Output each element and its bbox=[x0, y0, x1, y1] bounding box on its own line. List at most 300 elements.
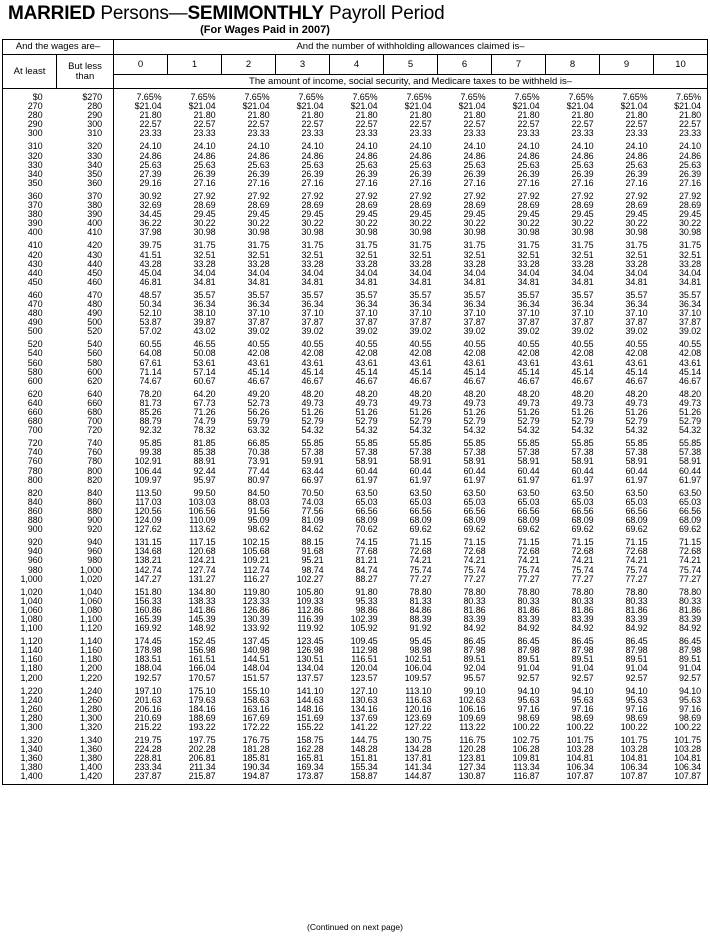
withholding-amount: 22.57 bbox=[517, 119, 540, 130]
withholding-amount: 144.51 bbox=[242, 654, 270, 665]
withholding-amount: 158.87 bbox=[350, 771, 378, 782]
withholding-amount: 95.09 bbox=[247, 515, 270, 526]
withholding-amount: 117.15 bbox=[189, 537, 216, 548]
withholding-amount: 63.50 bbox=[409, 487, 432, 498]
withholding-amount: 25.63 bbox=[517, 159, 540, 170]
withholding-amount: 97.16 bbox=[679, 703, 702, 714]
withholding-amount: 106.16 bbox=[458, 703, 486, 714]
withholding-amount: 24.86 bbox=[193, 150, 216, 161]
withholding-amount: 25.63 bbox=[463, 159, 486, 170]
wage-but-less-than: 1,340 bbox=[57, 736, 114, 745]
wage-but-less-than: 470 bbox=[57, 291, 114, 300]
withholding-amount: 29.45 bbox=[517, 209, 540, 220]
wage-but-less-than: 1,140 bbox=[57, 637, 114, 646]
withholding-amount: 30.98 bbox=[625, 227, 648, 238]
withholding-amount: 22.57 bbox=[301, 119, 324, 130]
withholding-amount: 72.68 bbox=[679, 546, 702, 557]
withholding-amount: 126.98 bbox=[296, 645, 324, 656]
withholding-amount: 29.45 bbox=[409, 209, 432, 220]
withholding-amount: 67.73 bbox=[193, 397, 216, 408]
wage-but-less-than: 480 bbox=[57, 300, 114, 309]
withholding-amount: 197.75 bbox=[188, 735, 216, 746]
wage-at-least: 1,000 bbox=[20, 573, 43, 584]
withholding-amount: 101.75 bbox=[674, 735, 702, 746]
withholding-amount: 21.80 bbox=[247, 110, 270, 121]
wage-at-least: 330 bbox=[27, 159, 43, 170]
withholding-amount: 37.87 bbox=[679, 317, 702, 328]
withholding-amount: 30.98 bbox=[463, 227, 486, 238]
wage-but-less-than: 1,300 bbox=[57, 714, 114, 723]
withholding-amount: 58.91 bbox=[679, 456, 702, 467]
wage-but-less-than: 1,160 bbox=[57, 646, 114, 655]
withholding-amount: 68.09 bbox=[679, 515, 702, 526]
withholding-amount: 89.51 bbox=[679, 654, 702, 665]
withholding-amount: 37.10 bbox=[679, 308, 702, 319]
wage-at-least: 390 bbox=[27, 218, 43, 229]
withholding-amount: 77.27 bbox=[517, 573, 540, 584]
withholding-amount: 30.98 bbox=[355, 227, 378, 238]
table-row bbox=[3, 327, 708, 336]
withholding-amount: 91.92 bbox=[409, 623, 432, 634]
withholding-amount: 32.51 bbox=[517, 249, 540, 260]
withholding-amount: 123.81 bbox=[458, 753, 486, 764]
withholding-amount: 27.92 bbox=[679, 190, 702, 201]
withholding-amount: 78.80 bbox=[571, 586, 594, 597]
withholding-amount: 24.10 bbox=[139, 141, 162, 152]
withholding-amount: 57.38 bbox=[571, 447, 594, 458]
withholding-amount: 151.57 bbox=[242, 672, 270, 683]
wage-at-least: 700 bbox=[27, 425, 43, 436]
withholding-amount: 24.10 bbox=[193, 141, 216, 152]
withholding-amount: 130.87 bbox=[458, 771, 486, 782]
withholding-amount: 84.62 bbox=[301, 524, 324, 535]
withholding-amount: 35.57 bbox=[463, 289, 486, 300]
withholding-amount: 27.16 bbox=[625, 177, 648, 188]
withholding-amount: 77.44 bbox=[247, 465, 270, 476]
withholding-amount: 81.73 bbox=[139, 397, 162, 408]
withholding-amount: 34.04 bbox=[409, 267, 432, 278]
withholding-amount: 58.91 bbox=[625, 456, 648, 467]
withholding-amount: 28.69 bbox=[409, 200, 432, 211]
withholding-amount: 34.81 bbox=[355, 276, 378, 287]
withholding-amount: 46.67 bbox=[355, 375, 378, 386]
withholding-amount: 60.44 bbox=[517, 465, 540, 476]
withholding-amount: 99.38 bbox=[139, 447, 162, 458]
wage-at-least: 430 bbox=[27, 258, 43, 269]
wage-at-least: 1,300 bbox=[20, 722, 43, 732]
withholding-amount: 78.32 bbox=[193, 425, 216, 436]
withholding-amount: 26.39 bbox=[517, 168, 540, 179]
withholding-amount: 57.38 bbox=[679, 447, 702, 458]
withholding-amount: 37.98 bbox=[139, 227, 162, 238]
withholding-amount: 26.39 bbox=[571, 168, 594, 179]
withholding-amount: 36.34 bbox=[247, 298, 270, 309]
withholding-amount: 78.80 bbox=[517, 586, 540, 597]
withholding-amount: 60.44 bbox=[355, 465, 378, 476]
withholding-amount: 43.61 bbox=[571, 357, 594, 368]
wage-at-least: 820 bbox=[27, 487, 43, 498]
withholding-amount: 148.92 bbox=[188, 623, 216, 634]
withholding-amount: 134.28 bbox=[404, 744, 432, 755]
wage-but-less-than: 440 bbox=[57, 260, 114, 269]
wage-but-less-than: 800 bbox=[57, 467, 114, 476]
withholding-amount: 103.03 bbox=[188, 496, 216, 507]
withholding-amount: 97.16 bbox=[571, 703, 594, 714]
withholding-amount: 55.85 bbox=[517, 438, 540, 449]
withholding-amount: 117.03 bbox=[135, 496, 162, 507]
withholding-amount: 21.80 bbox=[193, 110, 216, 121]
withholding-amount: 66.97 bbox=[301, 474, 324, 485]
withholding-amount: 72.68 bbox=[409, 546, 432, 557]
withholding-amount: 126.86 bbox=[242, 604, 270, 615]
withholding-amount: 75.74 bbox=[463, 564, 486, 575]
withholding-amount: 49.20 bbox=[247, 388, 270, 399]
withholding-amount: 39.87 bbox=[193, 317, 216, 328]
at-least-header: At least bbox=[3, 55, 57, 89]
withholding-amount: 30.22 bbox=[463, 218, 486, 229]
withholding-amount: $21.04 bbox=[134, 101, 162, 112]
withholding-amount: 29.45 bbox=[301, 209, 324, 220]
withholding-amount: 116.27 bbox=[243, 573, 270, 584]
withholding-amount: 88.39 bbox=[409, 613, 432, 624]
withholding-amount: 78.80 bbox=[409, 586, 432, 597]
withholding-amount: 61.97 bbox=[571, 474, 594, 485]
withholding-amount: 72.68 bbox=[625, 546, 648, 557]
withholding-amount: 113.50 bbox=[135, 487, 162, 498]
withholding-amount: 71.15 bbox=[679, 537, 702, 548]
amount-withheld-header: The amount of income, social security, and Medicare taxes to be withheld is– bbox=[114, 75, 708, 89]
withholding-amount: 49.73 bbox=[409, 397, 432, 408]
withholding-amount: 80.33 bbox=[463, 595, 486, 606]
continued-note: (Continued on next page) bbox=[307, 922, 403, 932]
withholding-amount: 98.74 bbox=[301, 564, 324, 575]
withholding-amount: 91.04 bbox=[517, 663, 540, 674]
withholding-amount: 37.10 bbox=[409, 308, 432, 319]
withholding-amount: 84.92 bbox=[463, 623, 486, 634]
withholding-amount: 42.08 bbox=[247, 348, 270, 359]
withholding-amount: 21.80 bbox=[571, 110, 594, 121]
wage-at-least: 540 bbox=[27, 348, 43, 359]
withholding-amount: 65.03 bbox=[355, 496, 378, 507]
table-row bbox=[3, 723, 708, 732]
withholding-amount: 24.10 bbox=[409, 141, 432, 152]
withholding-amount: 190.34 bbox=[242, 762, 270, 773]
withholding-amount: 42.08 bbox=[355, 348, 378, 359]
withholding-amount: 39.02 bbox=[463, 326, 486, 337]
withholding-amount: 24.10 bbox=[355, 141, 378, 152]
withholding-amount: 21.80 bbox=[139, 110, 162, 121]
withholding-amount: 51.26 bbox=[571, 407, 594, 417]
withholding-amount: 116.87 bbox=[513, 771, 540, 782]
withholding-amount: 24.86 bbox=[517, 150, 540, 161]
withholding-amount: 75.74 bbox=[571, 564, 594, 575]
withholding-amount: 87.98 bbox=[625, 645, 648, 656]
withholding-amount: 24.10 bbox=[517, 141, 540, 152]
withholding-amount: 107.87 bbox=[620, 771, 648, 782]
wage-but-less-than: 330 bbox=[57, 152, 114, 161]
wage-at-least: 400 bbox=[27, 227, 43, 238]
withholding-amount: 69.62 bbox=[409, 524, 432, 535]
withholding-amount: 32.51 bbox=[409, 249, 432, 260]
withholding-amount: 42.08 bbox=[625, 348, 648, 359]
wage-at-least: 840 bbox=[27, 496, 43, 507]
allowance-col-6: 6 bbox=[438, 55, 492, 75]
withholding-amount: 161.51 bbox=[188, 654, 216, 665]
withholding-amount: 98.98 bbox=[409, 645, 432, 656]
withholding-amount: 45.14 bbox=[679, 366, 702, 377]
withholding-amount: 42.08 bbox=[463, 348, 486, 359]
withholding-amount: 137.45 bbox=[242, 636, 270, 647]
withholding-amount: 233.34 bbox=[134, 762, 162, 773]
withholding-amount: 49.73 bbox=[571, 397, 594, 408]
withholding-amount: 45.14 bbox=[571, 366, 594, 377]
wage-at-least: 640 bbox=[27, 397, 43, 408]
withholding-amount: 86.45 bbox=[571, 636, 594, 647]
withholding-amount: 71.15 bbox=[409, 537, 432, 548]
withholding-amount: 92.32 bbox=[139, 425, 162, 436]
withholding-amount: 32.51 bbox=[247, 249, 270, 260]
wage-at-least: 300 bbox=[27, 128, 43, 139]
withholding-amount: 39.02 bbox=[625, 326, 648, 337]
withholding-amount: 68.09 bbox=[409, 515, 432, 526]
withholding-amount: 27.16 bbox=[247, 177, 270, 188]
withholding-amount: 101.75 bbox=[566, 735, 594, 746]
withholding-amount: 86.45 bbox=[463, 636, 486, 647]
wage-but-less-than: 300 bbox=[57, 120, 114, 129]
withholding-amount: 66.56 bbox=[571, 505, 594, 516]
withholding-amount: 112.98 bbox=[351, 645, 378, 656]
withholding-amount: 24.86 bbox=[463, 150, 486, 161]
withholding-amount: 55.85 bbox=[301, 438, 324, 449]
withholding-amount: 94.10 bbox=[625, 685, 648, 696]
withholding-amount: 155.34 bbox=[350, 762, 378, 773]
withholding-amount: 74.21 bbox=[409, 555, 432, 566]
wage-but-less-than: 360 bbox=[57, 179, 114, 188]
withholding-amount: 54.32 bbox=[301, 425, 324, 436]
withholding-amount: 35.57 bbox=[301, 289, 324, 300]
allowances-header: And the number of withholding allowances claimed is– bbox=[114, 40, 708, 55]
withholding-amount: 192.57 bbox=[134, 672, 162, 683]
withholding-amount: 35.57 bbox=[193, 289, 216, 300]
withholding-amount: 211.34 bbox=[189, 762, 216, 773]
withholding-amount: 170.57 bbox=[188, 672, 216, 683]
withholding-amount: $21.04 bbox=[674, 101, 702, 112]
withholding-amount: 45.14 bbox=[409, 366, 432, 377]
wage-at-least: 760 bbox=[27, 456, 43, 467]
withholding-amount: 22.57 bbox=[247, 119, 270, 130]
withholding-amount: 175.10 bbox=[188, 685, 216, 696]
withholding-amount: 27.16 bbox=[409, 177, 432, 188]
withholding-amount: 34.81 bbox=[193, 276, 216, 287]
withholding-amount: 55.85 bbox=[571, 438, 594, 449]
wage-at-least: 900 bbox=[27, 524, 43, 535]
withholding-amount: 83.39 bbox=[571, 613, 594, 624]
withholding-amount: 66.56 bbox=[517, 505, 540, 516]
withholding-amount: 52.73 bbox=[247, 397, 270, 408]
withholding-amount: 7.65% bbox=[352, 92, 378, 102]
withholding-amount: 77.27 bbox=[679, 573, 702, 584]
withholding-amount: 31.75 bbox=[193, 240, 216, 251]
allowance-col-7: 7 bbox=[492, 55, 546, 75]
wage-at-least: 880 bbox=[27, 515, 43, 526]
withholding-amount: 134.80 bbox=[188, 586, 216, 597]
withholding-amount: 33.28 bbox=[625, 258, 648, 269]
wage-but-less-than: 960 bbox=[57, 547, 114, 556]
withholding-amount: 28.69 bbox=[571, 200, 594, 211]
withholding-amount: 43.61 bbox=[625, 357, 648, 368]
withholding-amount: 113.62 bbox=[189, 524, 216, 535]
withholding-amount: 70.62 bbox=[355, 524, 378, 535]
withholding-amount: 120.28 bbox=[458, 744, 486, 755]
withholding-amount: 39.02 bbox=[409, 326, 432, 337]
withholding-amount: 39.02 bbox=[355, 326, 378, 337]
withholding-amount: 55.85 bbox=[679, 438, 702, 449]
withholding-amount: 74.21 bbox=[571, 555, 594, 566]
withholding-amount: 130.39 bbox=[242, 613, 270, 624]
withholding-amount: 26.39 bbox=[625, 168, 648, 179]
withholding-amount: 158.63 bbox=[242, 694, 270, 705]
withholding-amount: 36.34 bbox=[517, 298, 540, 309]
withholding-amount: 43.61 bbox=[301, 357, 324, 368]
wage-at-least: 1,380 bbox=[20, 762, 43, 773]
withholding-amount: 68.09 bbox=[463, 515, 486, 526]
withholding-amount: 46.67 bbox=[571, 375, 594, 386]
withholding-amount: 100.22 bbox=[674, 722, 702, 732]
withholding-amount: 84.74 bbox=[355, 564, 378, 575]
withholding-amount: 33.28 bbox=[679, 258, 702, 269]
table-row bbox=[3, 179, 708, 188]
withholding-amount: 34.81 bbox=[625, 276, 648, 287]
wage-at-least: 420 bbox=[27, 249, 43, 260]
withholding-amount: 74.21 bbox=[517, 555, 540, 566]
withholding-amount: 107.87 bbox=[566, 771, 594, 782]
withholding-amount: 97.16 bbox=[517, 703, 540, 714]
withholding-amount: 70.50 bbox=[301, 487, 324, 498]
withholding-amount: 33.28 bbox=[247, 258, 270, 269]
withholding-amount: 57.38 bbox=[355, 447, 378, 458]
withholding-amount: 94.10 bbox=[517, 685, 540, 696]
withholding-amount: 29.45 bbox=[463, 209, 486, 220]
withholding-amount: 102.51 bbox=[404, 654, 432, 665]
withholding-amount: 40.55 bbox=[625, 339, 648, 350]
withholding-amount: 74.67 bbox=[139, 375, 162, 386]
wage-but-less-than: 340 bbox=[57, 161, 114, 170]
withholding-amount: 27.92 bbox=[463, 190, 486, 201]
withholding-amount: 83.39 bbox=[463, 613, 486, 624]
withholding-amount: 53.87 bbox=[139, 317, 162, 328]
withholding-amount: 160.86 bbox=[134, 604, 162, 615]
withholding-amount: 120.68 bbox=[188, 546, 216, 557]
withholding-table bbox=[2, 39, 708, 785]
wage-at-least: $0 bbox=[32, 92, 43, 102]
withholding-amount: 148.28 bbox=[350, 744, 378, 755]
withholding-amount: 24.86 bbox=[139, 150, 162, 161]
withholding-amount: 30.98 bbox=[679, 227, 702, 238]
withholding-amount: 60.44 bbox=[571, 465, 594, 476]
withholding-amount: 69.62 bbox=[517, 524, 540, 535]
withholding-amount: 33.28 bbox=[409, 258, 432, 269]
withholding-amount: 46.67 bbox=[517, 375, 540, 386]
withholding-amount: 85.38 bbox=[193, 447, 216, 458]
wage-but-less-than: 370 bbox=[57, 192, 114, 201]
wage-but-less-than: 1,320 bbox=[57, 723, 114, 732]
withholding-amount: 24.10 bbox=[463, 141, 486, 152]
withholding-amount: 148.16 bbox=[296, 703, 324, 714]
withholding-amount: 27.16 bbox=[679, 177, 702, 188]
withholding-amount: 134.04 bbox=[296, 663, 324, 674]
withholding-amount: 7.65% bbox=[136, 92, 162, 102]
withholding-amount: 119.80 bbox=[243, 586, 270, 597]
withholding-amount: 32.51 bbox=[571, 249, 594, 260]
withholding-amount: 172.22 bbox=[242, 722, 270, 732]
withholding-amount: 25.63 bbox=[625, 159, 648, 170]
withholding-amount: 94.10 bbox=[679, 685, 702, 696]
withholding-amount: 158.75 bbox=[296, 735, 324, 746]
wage-but-less-than: 1,080 bbox=[57, 606, 114, 615]
withholding-amount: 237.87 bbox=[134, 771, 162, 782]
withholding-amount: 88.91 bbox=[193, 456, 216, 467]
withholding-amount: 98.86 bbox=[355, 604, 378, 615]
withholding-amount: 39.02 bbox=[517, 326, 540, 337]
withholding-amount: 52.10 bbox=[139, 308, 162, 319]
wages-header: And the wages are– bbox=[3, 40, 114, 55]
withholding-amount: 127.22 bbox=[404, 722, 432, 732]
wage-at-least: 980 bbox=[27, 564, 43, 575]
withholding-amount: 80.33 bbox=[517, 595, 540, 606]
withholding-amount: 100.22 bbox=[566, 722, 594, 732]
withholding-amount: 7.65% bbox=[568, 92, 594, 102]
withholding-amount: 40.55 bbox=[301, 339, 324, 350]
withholding-amount: 45.14 bbox=[355, 366, 378, 377]
withholding-amount: 63.50 bbox=[571, 487, 594, 498]
withholding-amount: 7.65% bbox=[514, 92, 540, 102]
withholding-amount: 81.86 bbox=[571, 604, 594, 615]
withholding-amount: 80.33 bbox=[679, 595, 702, 606]
withholding-amount: 50.08 bbox=[193, 348, 216, 359]
wage-but-less-than: 1,020 bbox=[57, 575, 114, 584]
withholding-amount: 57.38 bbox=[409, 447, 432, 458]
withholding-amount: 69.62 bbox=[463, 524, 486, 535]
withholding-amount: 30.98 bbox=[571, 227, 594, 238]
withholding-amount: 49.73 bbox=[463, 397, 486, 408]
withholding-amount: 74.21 bbox=[625, 555, 648, 566]
withholding-amount: 43.28 bbox=[139, 258, 162, 269]
allowance-col-4: 4 bbox=[330, 55, 384, 75]
withholding-amount: 30.22 bbox=[355, 218, 378, 229]
withholding-amount: 57.14 bbox=[193, 366, 216, 377]
withholding-amount: 54.32 bbox=[517, 425, 540, 436]
withholding-amount: 71.26 bbox=[193, 407, 216, 417]
wage-at-least: 1,340 bbox=[20, 744, 43, 755]
wage-at-least: 350 bbox=[27, 177, 43, 188]
withholding-amount: 46.67 bbox=[301, 375, 324, 386]
withholding-amount: 137.81 bbox=[404, 753, 432, 764]
table-row bbox=[3, 476, 708, 485]
withholding-amount: 109.97 bbox=[134, 474, 162, 485]
withholding-amount: 94.10 bbox=[571, 685, 594, 696]
withholding-amount: 98.69 bbox=[625, 712, 648, 723]
withholding-amount: 46.67 bbox=[679, 375, 702, 386]
withholding-amount: 21.80 bbox=[517, 110, 540, 121]
withholding-amount: 46.67 bbox=[463, 375, 486, 386]
withholding-amount: 98.69 bbox=[571, 712, 594, 723]
withholding-amount: 28.69 bbox=[247, 200, 270, 211]
withholding-amount: 32.51 bbox=[355, 249, 378, 260]
wage-but-less-than: 980 bbox=[57, 556, 114, 565]
withholding-amount: 206.81 bbox=[188, 753, 216, 764]
withholding-amount: 156.33 bbox=[134, 595, 162, 606]
table-row bbox=[3, 228, 708, 237]
